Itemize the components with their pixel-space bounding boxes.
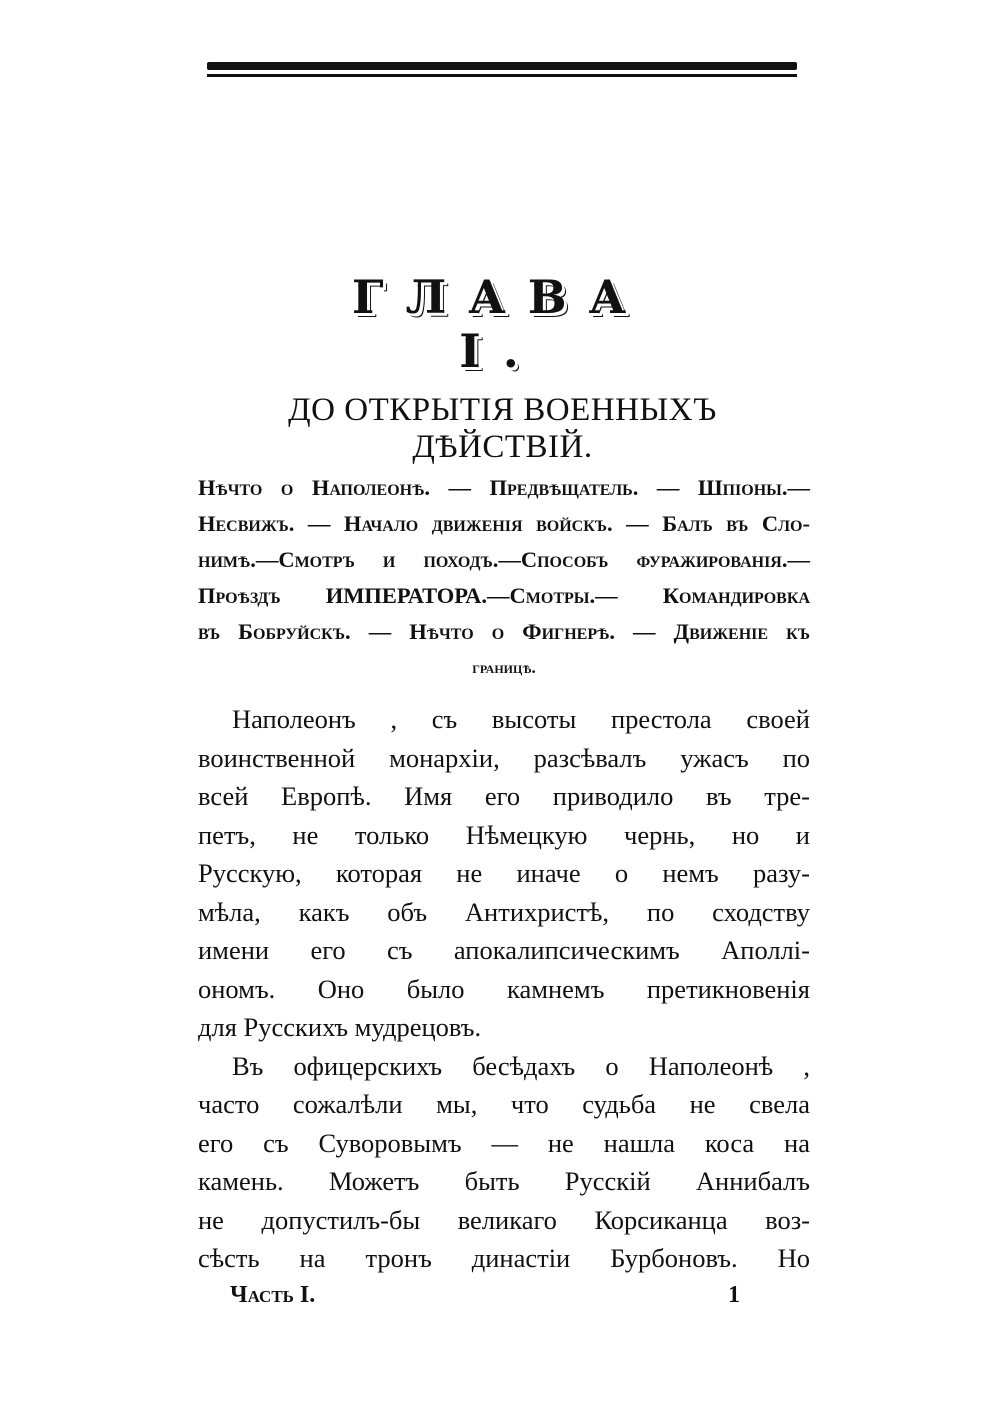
chapter-title: ДО ОТКРЫТІЯ ВОЕННЫХЪ ДѢЙСТВІЙ. <box>288 392 717 465</box>
body-line: его съ Суворовымъ — не нашла коса на <box>198 1127 810 1158</box>
body-line: имени его съ апокалипсическимъ Аполлі- <box>198 935 810 965</box>
body-line: мѣла, какъ объ Антихристѣ, по сходству <box>198 896 810 927</box>
top-thin-rule <box>207 74 797 77</box>
body-line: петъ, не только Нѣмецкую чернь, но и <box>198 819 810 850</box>
body-line: воинственной монархіи, разсѣвалъ ужасъ по <box>198 742 810 773</box>
body-text <box>198 700 810 1278</box>
page-footer <box>230 1282 740 1309</box>
body-line: Русскую, которая не иначе о немъ разу- <box>198 858 810 888</box>
body-line: для Русскихъ мудрецовъ. <box>198 1012 482 1042</box>
body-line: ономъ. Оно было камнемъ претикновенія <box>198 973 810 1004</box>
body-line: часто сожалѣли мы, что судьба не свела <box>198 1089 810 1119</box>
summary-line: Несвижъ. — Начало движенія войскъ. — Балъ въ Сло- <box>198 511 810 536</box>
summary-line: границѣ. <box>472 658 536 677</box>
chapter-heading: ГЛАВА I. <box>351 270 649 378</box>
body-line: не допустилъ-бы великаго Корсиканца воз- <box>198 1204 810 1235</box>
summary-line: Проѣздъ ИМПЕРАТОРА.—Смотры.— Командировка <box>198 583 810 608</box>
sheet-number: 1 <box>728 1282 740 1308</box>
chapter-summary <box>198 470 810 686</box>
signature-mark: Часть I. <box>230 1282 316 1308</box>
summary-line: въ Бобруйскъ. — Нѣчто о Фигнерѣ. — Движеніе къ <box>198 619 810 644</box>
top-thick-rule <box>207 62 797 70</box>
body-line: Наполеонъ , съ высоты престола своей <box>232 704 810 734</box>
body-line: камень. Можетъ быть Русскій Аннибалъ <box>198 1166 810 1196</box>
body-line: сѣсть на тронъ династіи Бурбоновъ. Но <box>198 1243 810 1273</box>
summary-line: нимѣ.—Смотръ и походъ.—Способъ фуражированія.— <box>198 547 810 572</box>
body-line: Въ офицерскихъ бесѣдахъ о Наполеонѣ , <box>232 1050 810 1081</box>
summary-line: Нѣчто о Наполеонѣ. — Предвѣщатель. — Шпіоны.— <box>198 475 810 500</box>
body-line: всей Европѣ. Имя его приводило въ тре- <box>198 781 810 811</box>
